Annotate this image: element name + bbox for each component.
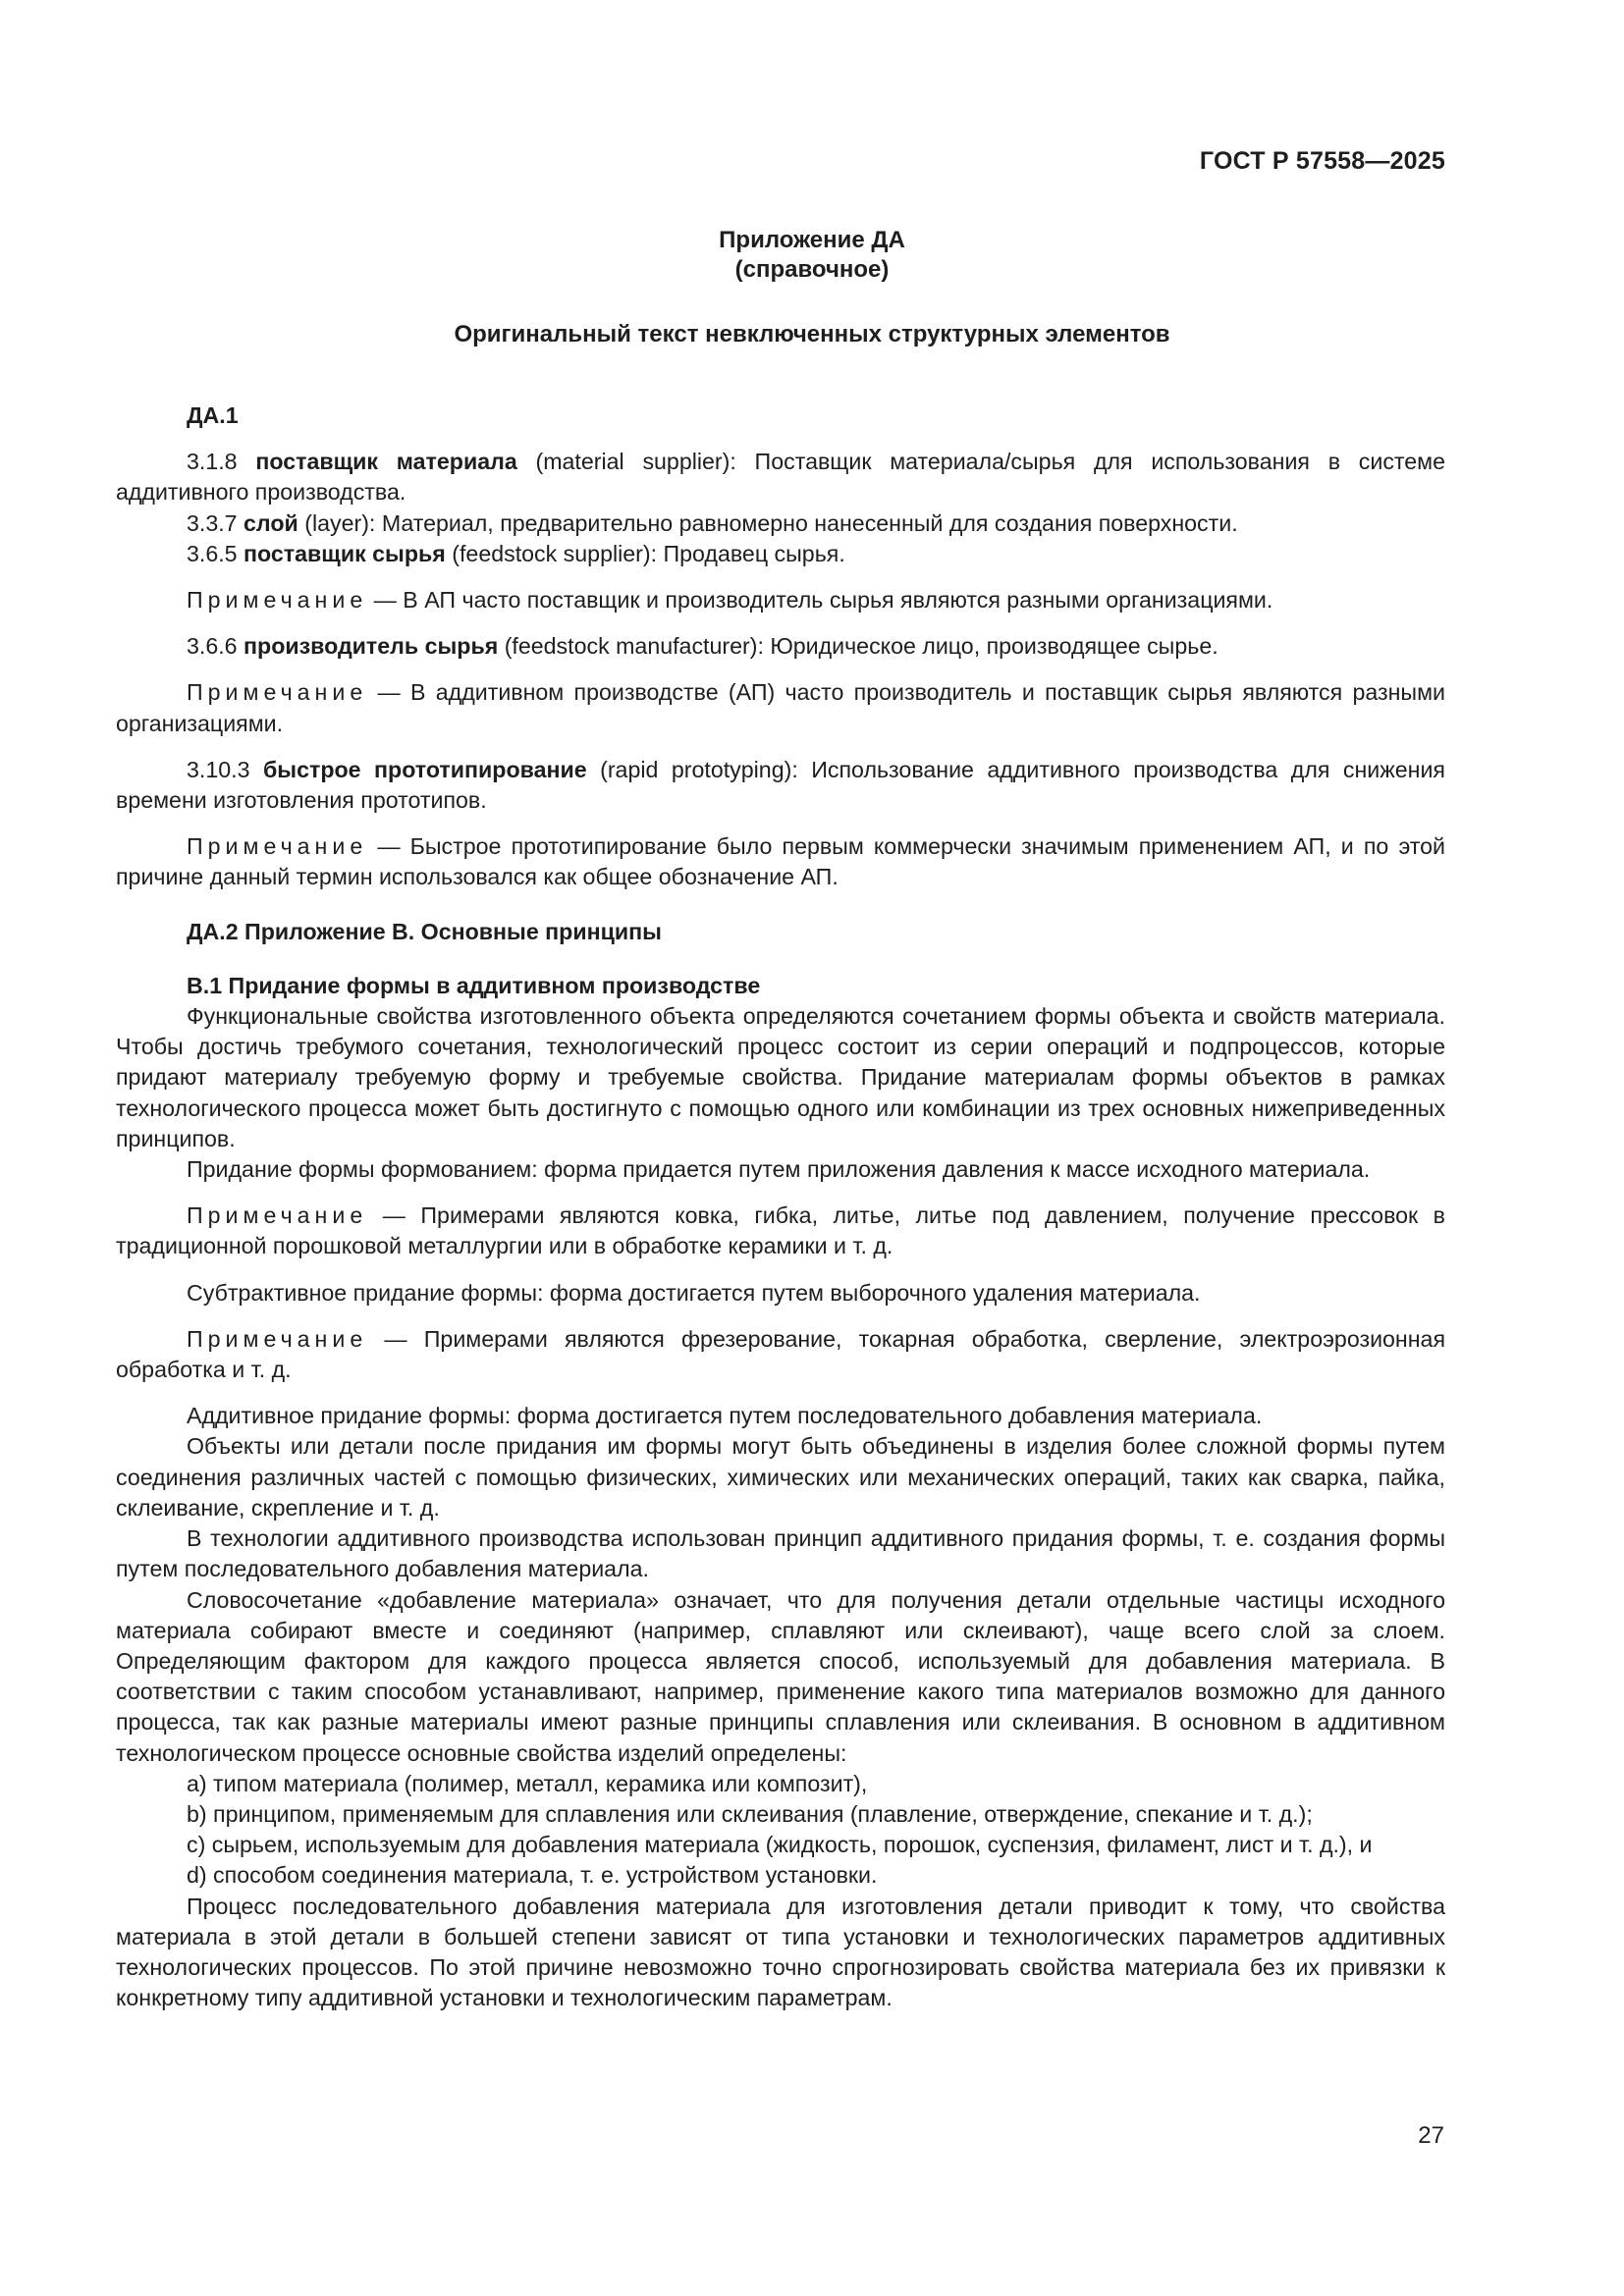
note-1 bbox=[116, 585, 1445, 615]
note-text: — Примерами являются фрезерование, токарная обработка, сверление, электроэрозионная обработка и т. д. bbox=[116, 1325, 1445, 1383]
annex-heading bbox=[0, 226, 1624, 285]
annex-kind: (справочное) bbox=[734, 256, 890, 283]
term-name: быстрое прототипирование bbox=[262, 756, 587, 782]
note-text: — Быстрое прототипирование было первым коммерчески значимым применением АП, и по этой причине данный термин использовался как общее обозначение АП. bbox=[116, 833, 1445, 890]
document-body bbox=[116, 400, 1445, 2013]
term-name: поставщик сырья bbox=[244, 540, 446, 566]
annex-label: Приложение ДА bbox=[719, 227, 905, 253]
term-entry-3-10-3 bbox=[116, 755, 1445, 816]
note-text: — Примерами являются ковка, гибка, литье, литье под давлением, получение прессовок в традиционной порошковой металлургии или в обработке керамики и т. д. bbox=[116, 1202, 1445, 1259]
paragraph: Процесс последовательного добавления материала для изготовления детали приводит к тому, что свойства материала в этой детали в большей степени зависят от типа установки и технологических параметров аддитивных технологических процессов. По этой причине невозможно точно спрогнозировать свойства материала без их привязки к конкретному типу аддитивной установки и технологическим параметрам. bbox=[116, 1893, 1445, 2011]
term-number: 3.6.5 bbox=[187, 540, 238, 566]
note-text: — В АП часто поставщик и производитель сырья являются разными организациями. bbox=[373, 587, 1273, 614]
paragraph: Придание формы формованием: форма придается путем приложения давления к массе исходного материала. bbox=[187, 1156, 1371, 1183]
note-4 bbox=[116, 1201, 1445, 1261]
term-number: 3.3.7 bbox=[187, 509, 238, 536]
term-definition: (feedstock manufacturer): Юридическое лицо, производящее сырье. bbox=[504, 633, 1218, 660]
list-item: d) способом соединения материала, т. е. устройством установки. bbox=[187, 1862, 878, 1889]
term-definition: (layer): Материал, предварительно равномерно нанесенный для создания поверхности. bbox=[304, 509, 1238, 536]
paragraph: Словосочетание «добавление материала» означает, что для получения детали отдельные частицы исходного материала собирают вместе и соединяют (например, сплавляют или склеивают), чаще всего слой за слоем. Определяющим фактором для каждого процесса является способ, используемый для добавления материала. В соответствии с таким способом устанавливают, например, применение какого типа материалов возможно для данного процесса, так как разные материалы имеют разные принципы сплавления или склеивания. В основном в аддитивном технологическом процессе основные свойства изделий определены: bbox=[116, 1586, 1445, 1766]
term-number: 3.1.8 bbox=[187, 449, 238, 475]
paragraph: Аддитивное придание формы: форма достигается путем последовательного добавления материала. bbox=[187, 1403, 1263, 1429]
document-code: ГОСТ Р 57558—2025 bbox=[1199, 147, 1445, 175]
note-label: Примечание bbox=[187, 1202, 368, 1229]
term-entry-3-6-6 bbox=[116, 631, 1445, 662]
term-definition: (feedstock supplier): Продавец сырья. bbox=[452, 540, 845, 566]
note-label: Примечание bbox=[187, 679, 368, 706]
term-definition: (material supplier): Поставщик материала/сырья для использования в системе аддитивного производства. bbox=[116, 449, 1446, 506]
term-name: слой bbox=[244, 509, 298, 536]
term-definition: (rapid prototyping): Использование аддитивного производства для снижения времени изготовления прототипов. bbox=[116, 756, 1445, 814]
paragraph: Субтрактивное придание формы: форма достигается путем выборочного удаления материала. bbox=[187, 1279, 1201, 1306]
note-label: Примечание bbox=[187, 587, 368, 614]
page-number: 27 bbox=[1418, 2122, 1444, 2149]
term-entry-3-1-8 bbox=[116, 447, 1445, 507]
section-heading-da2: ДА.2 Приложение В. Основные принципы bbox=[187, 918, 662, 944]
section-heading-da1: ДА.1 bbox=[187, 402, 239, 428]
term-number: 3.10.3 bbox=[187, 756, 250, 782]
note-label: Примечание bbox=[187, 833, 368, 860]
paragraph: В технологии аддитивного производства использован принцип аддитивного придания формы, т. е. создания формы путем последовательного добавления материала. bbox=[116, 1525, 1445, 1582]
note-label: Примечание bbox=[187, 1325, 368, 1352]
note-2 bbox=[116, 677, 1445, 738]
term-name: поставщик материала bbox=[255, 449, 517, 475]
list-item: c) сырьем, используемым для добавления материала (жидкость, порошок, суспензия, филамент, лист и т. д.), и bbox=[187, 1832, 1373, 1858]
list-item: a) типом материала (полимер, металл, керамика или композит), bbox=[187, 1770, 868, 1796]
term-entry-3-6-5 bbox=[116, 539, 1445, 569]
subsection-heading-b1: В.1 Придание формы в аддитивном производстве bbox=[187, 972, 761, 998]
note-text: — В аддитивном производстве (АП) часто производитель и поставщик сырья являются разными организациями. bbox=[116, 679, 1445, 736]
term-name: производитель сырья bbox=[244, 633, 499, 660]
list-item: b) принципом, применяемым для сплавления или склеивания (плавление, отверждение, спекание и т. д.); bbox=[187, 1800, 1313, 1827]
note-5 bbox=[116, 1324, 1445, 1385]
note-3 bbox=[116, 831, 1445, 892]
paragraph: Функциональные свойства изготовленного объекта определяются сочетанием формы объекта и свойств материала. Чтобы достичь требумого сочетания, технологический процесс состоит из серии операций и подпроцессов, которые придают материалу требуемую форму и требуемые свойства. Придание материалам формы объектов в рамках технологического процесса может быть достигнуто с помощью одного или комбинации из трех основных нижеприведенных принципов. bbox=[116, 1003, 1445, 1151]
annex-title: Оригинальный текст невключенных структурных элементов bbox=[454, 321, 1170, 347]
paragraph: Объекты или детали после придания им формы могут быть объединены в изделия более сложной формы путем соединения различных частей с помощью физических, химических или механических операций, таких как сварка, пайка, склеивание, скрепление и т. д. bbox=[116, 1433, 1445, 1521]
term-number: 3.6.6 bbox=[187, 633, 238, 660]
term-entry-3-3-7 bbox=[116, 508, 1445, 539]
